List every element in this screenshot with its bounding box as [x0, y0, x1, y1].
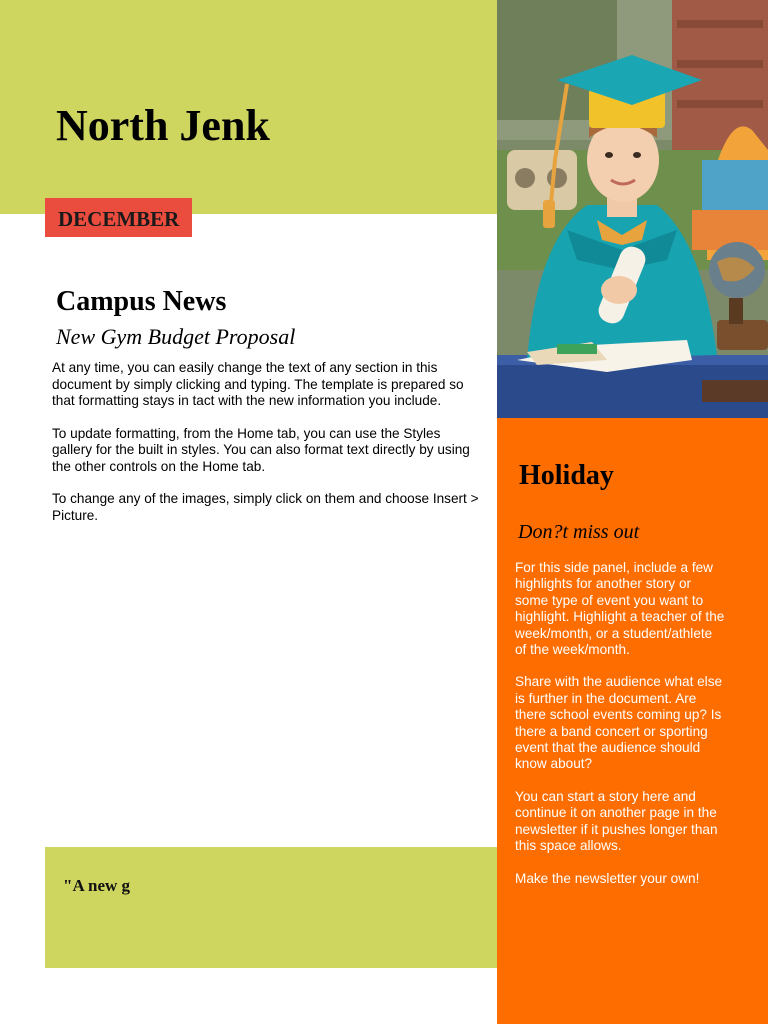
side-panel-subheading[interactable]: Don?t miss out — [518, 521, 640, 543]
newsletter-title[interactable]: North Jenk — [56, 101, 270, 150]
side-paragraph[interactable]: For this side panel, include a few highlights for another story or some type of event you want to highlight. Highlight a teacher of the week/month, or a student/athlete of the week/month. — [515, 560, 725, 658]
masthead-band — [0, 0, 497, 214]
graduate-photo-image — [497, 0, 768, 418]
pull-quote[interactable]: "A new g — [63, 876, 131, 895]
article-body[interactable] — [52, 360, 482, 540]
date-badge — [45, 198, 192, 237]
section-heading[interactable]: Campus News — [56, 286, 227, 317]
side-paragraph[interactable]: You can start a story here and continue it on another page in the newsletter if it pushes longer than this space allows. — [515, 788, 718, 854]
article-paragraph[interactable]: To update formatting, from the Home tab, you can use the Styles gallery for the built in styles. You can also format text directly by using the other controls on the Home tab. — [52, 425, 470, 474]
issue-date[interactable]: DECEMBER — [58, 207, 180, 231]
article-paragraph[interactable]: To change any of the images, simply click on them and choose Insert > Picture. — [52, 491, 479, 523]
side-paragraph[interactable]: Share with the audience what else is further in the document. Are there school events coming up? Is there a band concert or sporting event that the audience should know about? — [515, 674, 723, 772]
graduate-photo[interactable] — [497, 0, 768, 418]
side-panel-body[interactable] — [515, 560, 725, 903]
side-panel — [497, 418, 768, 1024]
article-paragraph[interactable]: At any time, you can easily change the text of any section in this document by simply clicking and typing. The template is prepared so that formatting stays in tact with the new information you include. — [52, 360, 464, 408]
side-paragraph[interactable]: Make the newsletter your own! — [515, 870, 700, 886]
article-title[interactable]: New Gym Budget Proposal — [56, 324, 296, 349]
side-panel-heading[interactable]: Holiday — [519, 460, 614, 491]
pull-quote-box — [45, 847, 497, 968]
